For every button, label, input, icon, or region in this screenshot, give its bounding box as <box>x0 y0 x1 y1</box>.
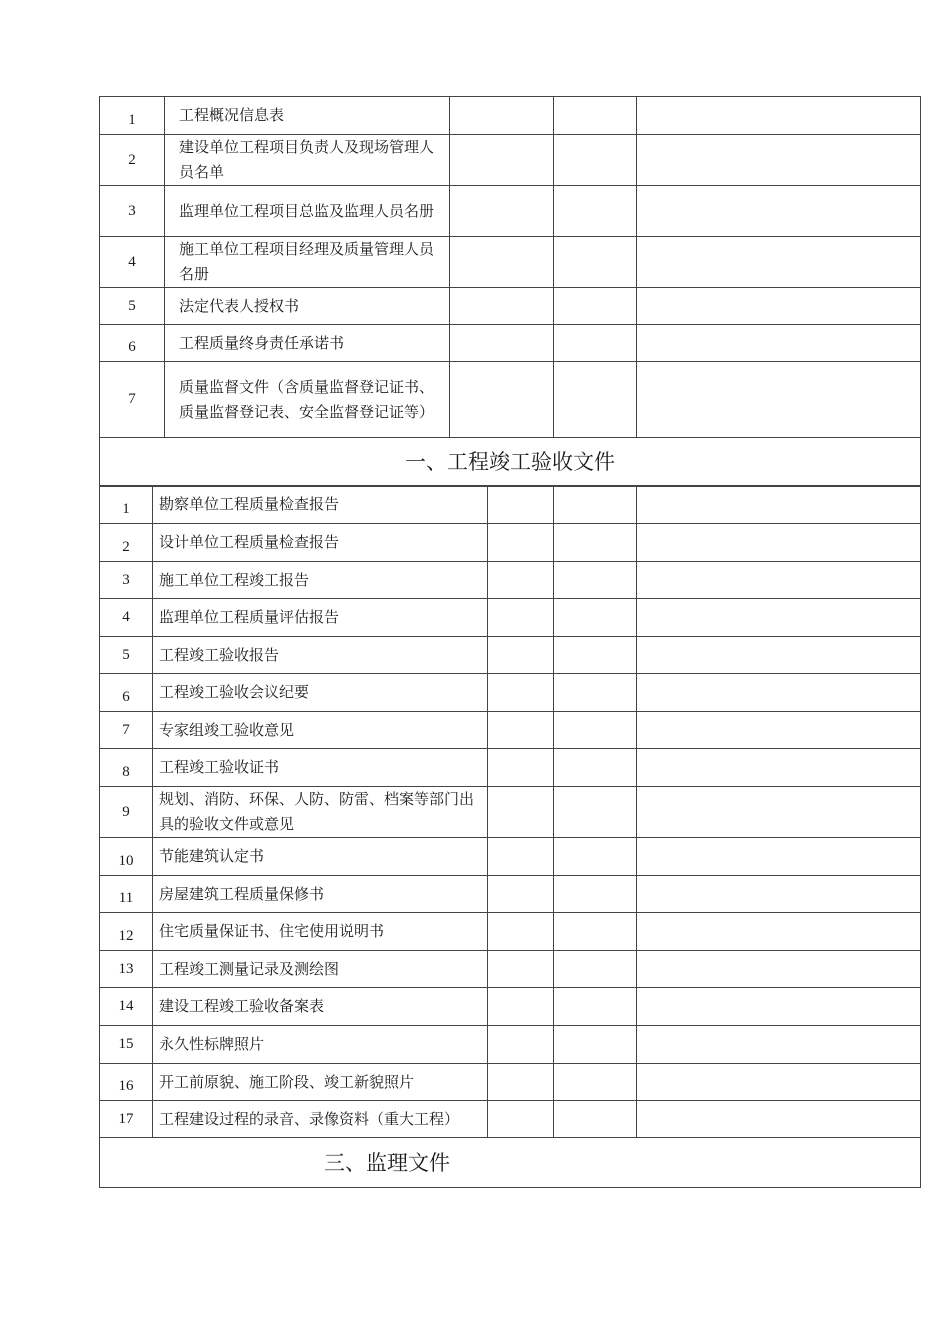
table-row <box>100 876 921 913</box>
row-document-name: 工程建设过程的录音、录像资料（重大工程） <box>153 1101 488 1138</box>
empty-cell <box>554 135 637 186</box>
empty-cell <box>637 524 921 562</box>
row-document-name: 设计单位工程质量检查报告 <box>153 524 488 562</box>
empty-cell <box>637 186 921 237</box>
row-number: 5 <box>100 637 153 674</box>
row-number: 3 <box>100 186 165 237</box>
row-number: 11 <box>100 876 153 913</box>
empty-cell <box>554 787 637 838</box>
empty-cell <box>554 325 637 362</box>
empty-cell <box>554 749 637 787</box>
table-row <box>100 988 921 1026</box>
row-document-name: 工程概况信息表 <box>165 97 450 135</box>
empty-cell <box>637 876 921 913</box>
empty-cell <box>488 988 554 1026</box>
section-heading-row <box>100 438 921 487</box>
row-number: 7 <box>100 712 153 749</box>
row-number: 4 <box>100 599 153 637</box>
row-document-name: 监理单位工程质量评估报告 <box>153 599 488 637</box>
empty-cell <box>554 599 637 637</box>
row-number: 6 <box>100 674 153 712</box>
empty-cell <box>554 97 637 135</box>
empty-cell <box>450 97 554 135</box>
empty-cell <box>637 1064 921 1101</box>
empty-cell <box>554 186 637 237</box>
row-document-name: 工程竣工测量记录及测绘图 <box>153 951 488 988</box>
empty-cell <box>637 486 921 524</box>
row-number: 10 <box>100 838 153 876</box>
row-document-name: 质量监督文件（含质量监督登记证书、质量监督登记表、安全监督登记证等） <box>165 362 450 438</box>
row-number: 14 <box>100 988 153 1026</box>
empty-cell <box>637 913 921 951</box>
empty-cell <box>450 135 554 186</box>
row-document-name: 工程竣工验收会议纪要 <box>153 674 488 712</box>
empty-cell <box>554 1101 637 1138</box>
table-row <box>100 838 921 876</box>
empty-cell <box>637 599 921 637</box>
empty-cell <box>488 876 554 913</box>
row-number: 15 <box>100 1026 153 1064</box>
row-document-name: 永久性标牌照片 <box>153 1026 488 1064</box>
table-row <box>100 787 921 838</box>
row-document-name: 建设工程竣工验收备案表 <box>153 988 488 1026</box>
row-number: 9 <box>100 787 153 838</box>
empty-cell <box>637 749 921 787</box>
row-number: 8 <box>100 749 153 787</box>
table-row <box>100 135 921 186</box>
empty-cell <box>637 838 921 876</box>
table-row <box>100 97 921 135</box>
empty-cell <box>637 988 921 1026</box>
empty-cell <box>554 838 637 876</box>
row-number: 16 <box>100 1064 153 1101</box>
row-document-name: 房屋建筑工程质量保修书 <box>153 876 488 913</box>
empty-cell <box>488 951 554 988</box>
empty-cell <box>637 135 921 186</box>
empty-cell <box>637 712 921 749</box>
table-row <box>100 1026 921 1064</box>
empty-cell <box>554 562 637 599</box>
section-title-supervision: 三、监理文件 <box>100 1138 921 1188</box>
table-row <box>100 524 921 562</box>
table-row <box>100 1064 921 1101</box>
empty-cell <box>554 876 637 913</box>
row-number: 1 <box>100 97 165 135</box>
row-document-name: 工程质量终身责任承诺书 <box>165 325 450 362</box>
row-number: 3 <box>100 562 153 599</box>
empty-cell <box>637 951 921 988</box>
empty-cell <box>488 913 554 951</box>
row-document-name: 专家组竣工验收意见 <box>153 712 488 749</box>
row-document-name: 勘察单位工程质量检查报告 <box>153 486 488 524</box>
empty-cell <box>554 237 637 288</box>
row-document-name: 施工单位工程项目经理及质量管理人员名册 <box>165 237 450 288</box>
row-document-name: 监理单位工程项目总监及监理人员名册 <box>165 186 450 237</box>
row-number: 6 <box>100 325 165 362</box>
table-row <box>100 712 921 749</box>
empty-cell <box>554 1064 637 1101</box>
row-document-name: 节能建筑认定书 <box>153 838 488 876</box>
empty-cell <box>637 97 921 135</box>
table-row <box>100 599 921 637</box>
row-number: 4 <box>100 237 165 288</box>
empty-cell <box>554 1026 637 1064</box>
empty-cell <box>637 237 921 288</box>
empty-cell <box>554 674 637 712</box>
empty-cell <box>554 524 637 562</box>
empty-cell <box>554 913 637 951</box>
row-number: 13 <box>100 951 153 988</box>
table-row <box>100 749 921 787</box>
empty-cell <box>637 1101 921 1138</box>
empty-cell <box>554 712 637 749</box>
row-document-name: 施工单位工程竣工报告 <box>153 562 488 599</box>
row-document-name: 法定代表人授权书 <box>165 288 450 325</box>
empty-cell <box>488 637 554 674</box>
row-number: 12 <box>100 913 153 951</box>
table-row <box>100 486 921 524</box>
empty-cell <box>637 637 921 674</box>
row-document-name: 规划、消防、环保、人防、防雷、档案等部门出具的验收文件或意见 <box>153 787 488 838</box>
empty-cell <box>637 787 921 838</box>
row-number: 5 <box>100 288 165 325</box>
table-row <box>100 562 921 599</box>
empty-cell <box>488 712 554 749</box>
table-row <box>100 913 921 951</box>
empty-cell <box>554 486 637 524</box>
empty-cell <box>488 1026 554 1064</box>
empty-cell <box>488 486 554 524</box>
empty-cell <box>450 288 554 325</box>
row-number: 7 <box>100 362 165 438</box>
row-document-name: 开工前原貌、施工阶段、竣工新貌照片 <box>153 1064 488 1101</box>
table-row <box>100 237 921 288</box>
empty-cell <box>450 362 554 438</box>
row-number: 1 <box>100 486 153 524</box>
empty-cell <box>637 562 921 599</box>
table-row <box>100 288 921 325</box>
empty-cell <box>450 186 554 237</box>
empty-cell <box>637 325 921 362</box>
empty-cell <box>488 674 554 712</box>
empty-cell <box>637 1026 921 1064</box>
row-document-name: 工程竣工验收证书 <box>153 749 488 787</box>
empty-cell <box>554 988 637 1026</box>
table-row <box>100 362 921 438</box>
row-number: 2 <box>100 135 165 186</box>
section-heading-row <box>100 1138 921 1188</box>
empty-cell <box>488 599 554 637</box>
table-row <box>100 674 921 712</box>
empty-cell <box>450 237 554 288</box>
table-row <box>100 637 921 674</box>
row-document-name: 工程竣工验收报告 <box>153 637 488 674</box>
empty-cell <box>637 362 921 438</box>
empty-cell <box>450 325 554 362</box>
table-row <box>100 1101 921 1138</box>
empty-cell <box>554 362 637 438</box>
empty-cell <box>637 288 921 325</box>
table-row <box>100 325 921 362</box>
table-row <box>100 186 921 237</box>
empty-cell <box>488 1101 554 1138</box>
table-row <box>100 951 921 988</box>
empty-cell <box>488 562 554 599</box>
empty-cell <box>488 838 554 876</box>
completion-document-table <box>99 485 921 1188</box>
empty-cell <box>488 787 554 838</box>
empty-cell <box>554 288 637 325</box>
row-document-name: 建设单位工程项目负责人及现场管理人员名单 <box>165 135 450 186</box>
empty-cell <box>554 951 637 988</box>
section-title-completion: 一、工程竣工验收文件 <box>100 438 921 487</box>
empty-cell <box>554 637 637 674</box>
row-document-name: 住宅质量保证书、住宅使用说明书 <box>153 913 488 951</box>
empty-cell <box>488 1064 554 1101</box>
top-document-table <box>99 96 921 487</box>
empty-cell <box>488 749 554 787</box>
row-number: 17 <box>100 1101 153 1138</box>
row-number: 2 <box>100 524 153 562</box>
empty-cell <box>637 674 921 712</box>
empty-cell <box>488 524 554 562</box>
